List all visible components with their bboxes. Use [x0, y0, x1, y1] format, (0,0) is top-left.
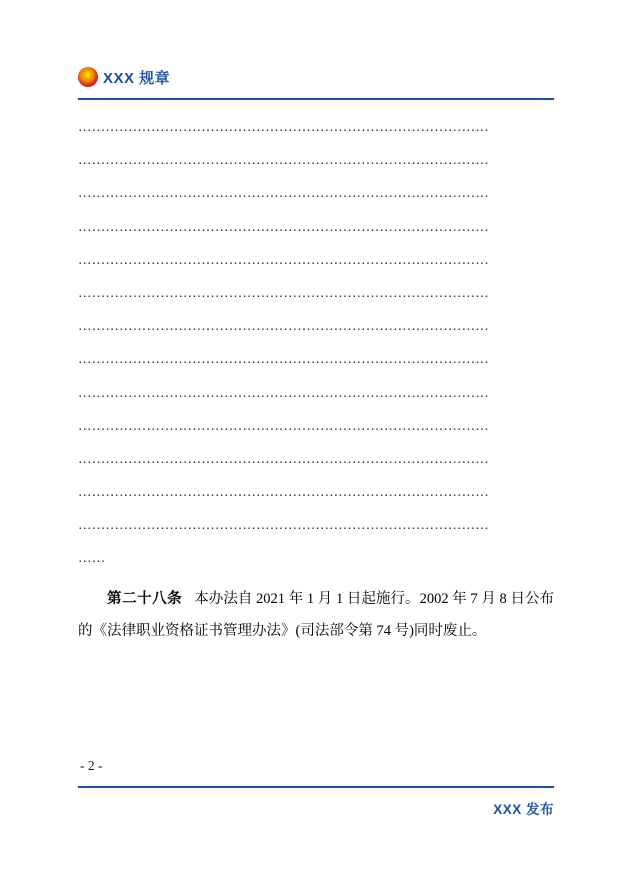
page-number: - 2 - — [80, 758, 103, 773]
header-title-row — [78, 62, 554, 92]
dotted-line: ……………………………………………………………………………… — [78, 517, 489, 533]
article-paragraph — [78, 583, 554, 647]
article-title: 第二十八条 — [107, 590, 183, 607]
footer-divider — [78, 786, 554, 788]
dotted-line: ……………………………………………………………………………… — [78, 384, 489, 400]
dotted-line: ……………………………………………………………………………… — [78, 119, 489, 134]
page-header — [78, 62, 554, 102]
header-title: XXX 规章 — [103, 69, 171, 87]
dotted-line: ……………………………………………………………………………… — [78, 185, 489, 201]
dotted-line: ……………………………………………………………………………… — [78, 218, 489, 234]
page-footer — [78, 756, 554, 776]
dotted-line: ……………………………………………………………………………… — [78, 450, 489, 466]
dotted-line: ……………………………………………………………………………… — [78, 351, 489, 367]
document-body — [78, 110, 554, 647]
dotted-line: ……………………………………………………………………………… — [78, 484, 489, 500]
national-emblem-icon — [78, 67, 98, 87]
header-divider — [78, 98, 554, 100]
dotted-line: ……………………………………………………………………………… — [78, 417, 489, 433]
dotted-line-short: …… — [78, 550, 106, 566]
dotted-line: ……………………………………………………………………………… — [78, 318, 489, 334]
article-text: 本办法自 2021 年 1 月 1 日起施行。2002 年 7 月 8 日公布的《法律职业资格证书管理办法》(司法部令第 74 号)同时废止。 — [78, 590, 555, 639]
dotted-line: ……………………………………………………………………………… — [78, 251, 489, 267]
dotted-line: ……………………………………………………………………………… — [78, 284, 489, 300]
dotted-line: ……………………………………………………………………………… — [78, 152, 489, 168]
publisher-label: XXX 发布 — [493, 802, 554, 817]
